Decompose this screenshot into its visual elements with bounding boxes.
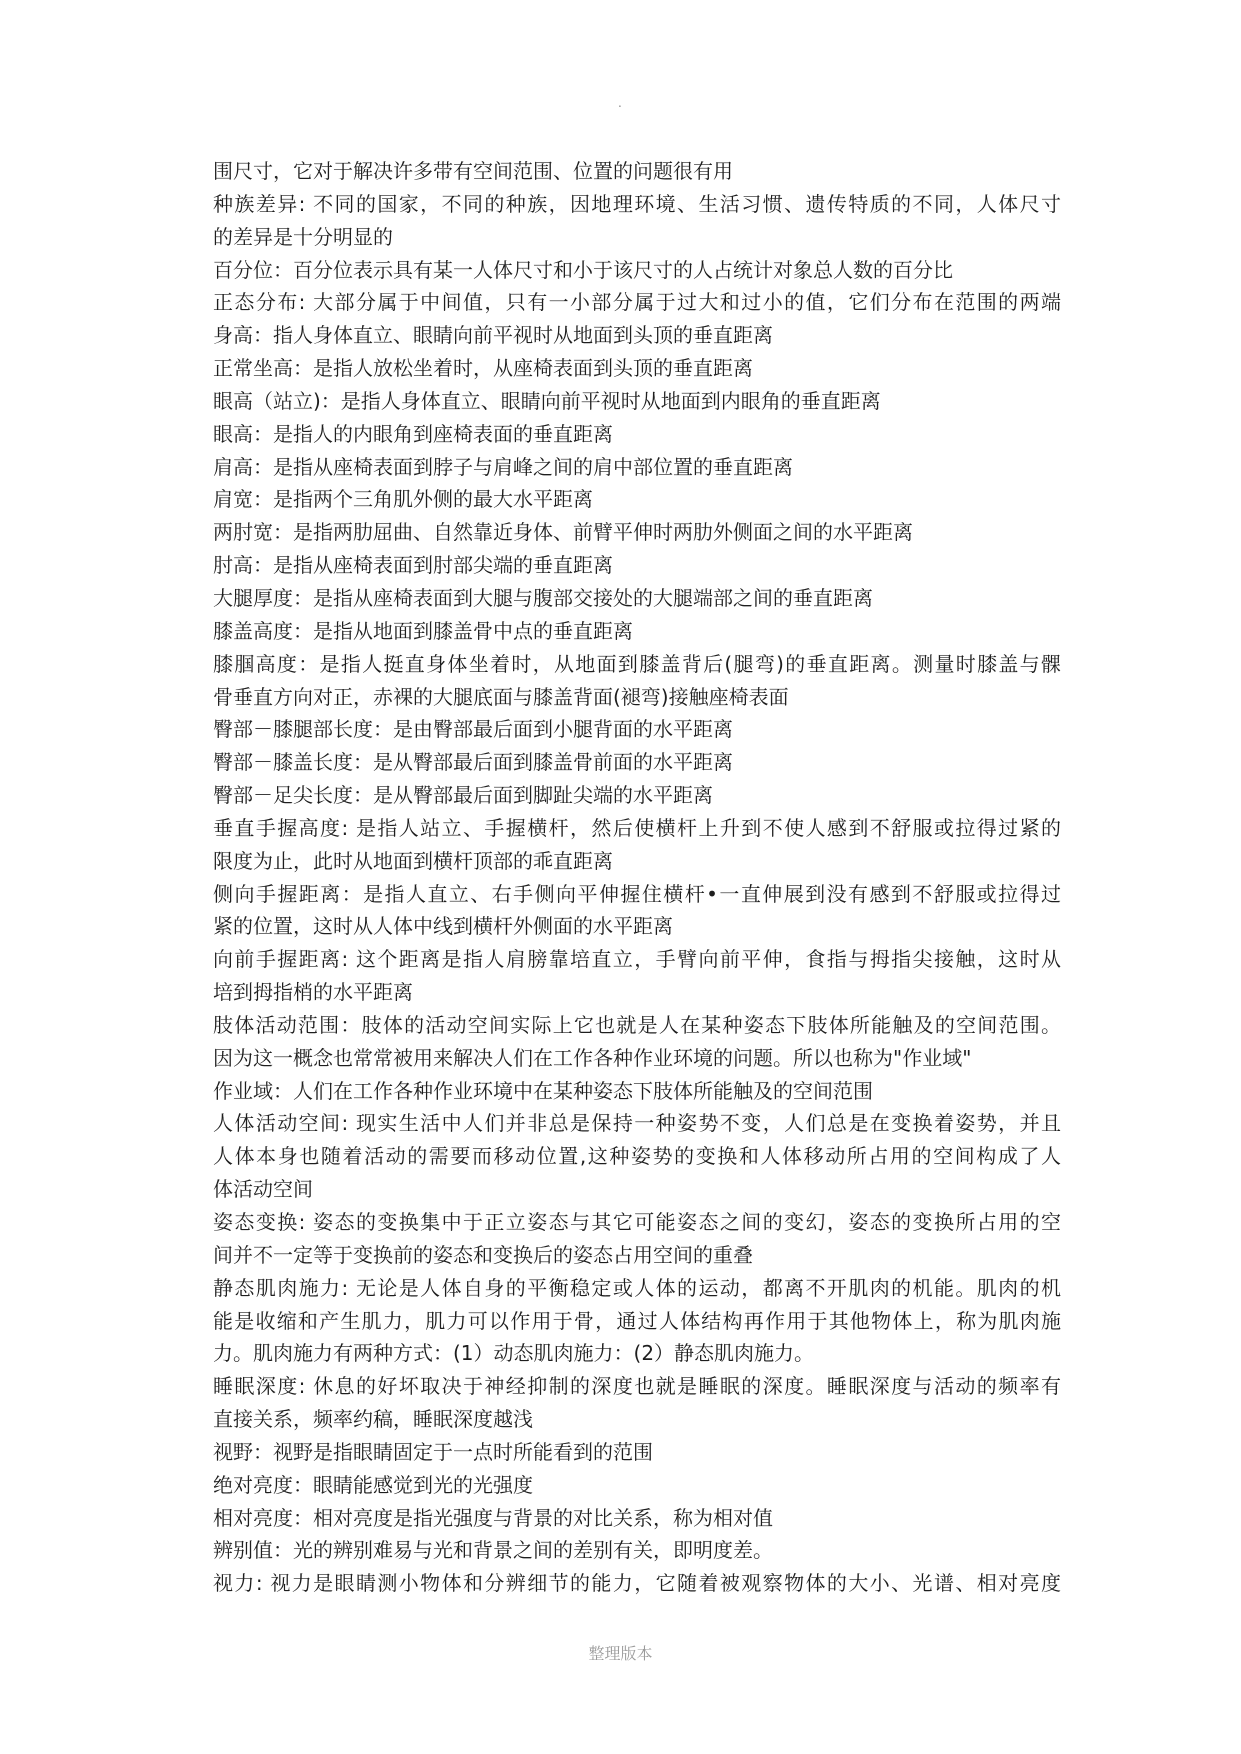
document-body xyxy=(213,155,1061,1600)
text-line: 限度为止，此时从地面到横杆顶部的乖直距离 xyxy=(213,848,613,873)
text-line: 力。肌肉施力有两种方式：(1）动态肌肉施力：(2）静态肌肉施力。 xyxy=(213,1341,815,1366)
text-line: 的差异是十分明显的 xyxy=(213,224,393,249)
text-line: 静态肌肉施力: 无论是人体自身的平衡稳定或人体的运动，都离不开肌肉的机能。肌肉的机 xyxy=(213,1275,1061,1300)
text-line: 直接关系，频率约稿，睡眠深度越浅 xyxy=(213,1407,533,1432)
text-line: 因为这一概念也常常被用来解决人们在工作各种作业环境的问题。所以也称为"作业域" xyxy=(213,1045,972,1070)
text-line: 肩宽：是指两个三角肌外侧的最大水平距离 xyxy=(213,487,593,512)
text-line: 围尺寸，它对于解决许多带有空间范围、位置的问题很有用 xyxy=(213,159,733,183)
text-line: 紧的位置，这时从人体中线到横杆外侧面的水平距离 xyxy=(213,914,673,939)
header-dot: . xyxy=(618,96,622,110)
text-line: 大腿厚度：是指从座椅表面到大腿与腹部交接处的大腿端部之间的垂直距离 xyxy=(213,585,873,610)
text-line: 臀部－膝腿部长度：是由臀部最后面到小腿背面的水平距离 xyxy=(213,717,733,742)
page-footer: 整理版本 xyxy=(588,1644,653,1663)
text-line: 两肘宽：是指两肋屈曲、自然靠近身体、前臂平伸时两肋外侧面之间的水平距离 xyxy=(213,520,913,545)
text-line: 侧向手握距离：是指人直立、右手侧向平伸握住横杆•一直伸展到没有感到不舒服或拉得过 xyxy=(213,881,1061,906)
text-line: 眼高（站立)：是指人身体直立、眼睛向前平视时从地面到内眼角的垂直距离 xyxy=(213,388,881,413)
text-line: 膝盖高度：是指从地面到膝盖骨中点的垂直距离 xyxy=(213,618,633,643)
text-line: 种族差异: 不同的国家，不同的种族，因地理环境、生活习惯、遗传特质的不同，人体尺寸 xyxy=(213,191,1061,216)
text-line: 臀部－足尖长度：是从臀部最后面到脚趾尖端的水平距离 xyxy=(213,783,713,808)
text-line: 肘高：是指从座椅表面到肘部尖端的垂直距离 xyxy=(213,553,613,578)
text-line: 百分位：百分位表示具有某一人体尺寸和小于该尺寸的人占统计对象总人数的百分比 xyxy=(213,257,953,282)
text-line: 辨别值：光的辨别难易与光和背景之间的差别有关，即明度差。 xyxy=(213,1538,773,1563)
text-line: 向前手握距离: 这个距离是指人肩膀靠培直立，手臂向前平伸，食指与拇指尖接触，这时从 xyxy=(213,947,1061,972)
text-line: 作业域：人们在工作各种作业环境中在某种姿态下肢体所能触及的空间范围 xyxy=(213,1078,873,1103)
text-line: 绝对亮度：眼睛能感觉到光的光强度 xyxy=(213,1472,533,1497)
text-line: 正态分布: 大部分属于中间值，只有一小部分属于过大和过小的值，它们分布在范围的两端 xyxy=(213,290,1061,315)
text-line: 人体本身也随着活动的需要而移动位置,这种姿势的变换和人体移动所占用的空间构成了人 xyxy=(213,1144,1061,1169)
text-line: 身高：指人身体直立、眼睛向前平视时从地面到头顶的垂直距离 xyxy=(213,323,773,348)
text-line: 视力: 视力是眼睛测小物体和分辨细节的能力，它随着被观察物体的大小、光谱、相对亮度 xyxy=(213,1571,1061,1596)
text-line: 体活动空间 xyxy=(213,1177,313,1202)
text-line: 肩高：是指从座椅表面到脖子与肩峰之间的肩中部位置的垂直距离 xyxy=(213,454,793,479)
text-line: 姿态变换: 姿态的变换集中于正立姿态与其它可能姿态之间的变幻，姿态的变换所占用的空 xyxy=(213,1210,1061,1234)
text-line: 能是收缩和产生肌力，肌力可以作用于骨，通过人体结构再作用于其他物体上，称为肌肉施 xyxy=(213,1308,1061,1333)
text-line: 骨垂直方向对正，赤裸的大腿底面与膝盖背面(褪弯)接触座椅表面 xyxy=(213,684,789,709)
text-line: 间并不一定等于变换前的姿态和变换后的姿态占用空间的重叠 xyxy=(213,1242,753,1267)
text-line: 人体活动空间: 现实生活中人们并非总是保持一种姿势不变，人们总是在变换着姿势，并且 xyxy=(213,1111,1061,1136)
text-line: 正常坐高：是指人放松坐着时，从座椅表面到头顶的垂直距离 xyxy=(213,356,753,381)
text-line: 垂直手握高度: 是指人站立、手握横杆，然后使横杆上升到不使人感到不舒服或拉得过紧的 xyxy=(213,815,1061,840)
text-line: 膝腘高度：是指人挺直身体坐着时，从地面到膝盖背后(腿弯)的垂直距离。测量时膝盖与髁 xyxy=(213,651,1061,676)
text-line: 眼高：是指人的内眼角到座椅表面的垂直距离 xyxy=(213,421,613,446)
text-line: 肢体活动范围：肢体的活动空间实际上它也就是人在某种姿态下肢体所能触及的空间范围。 xyxy=(213,1012,1061,1037)
text-line: 臀部－膝盖长度：是从臀部最后面到膝盖骨前面的水平距离 xyxy=(213,750,733,775)
text-line: 视野：视野是指眼睛固定于一点时所能看到的范围 xyxy=(213,1439,653,1464)
text-line: 睡眠深度: 休息的好坏取决于神经抑制的深度也就是睡眠的深度。睡眠深度与活动的频率有 xyxy=(213,1374,1061,1399)
text-line: 相对亮度：相对亮度是指光强度与背景的对比关系，称为相对值 xyxy=(213,1505,773,1530)
text-line: 培到拇指梢的水平距离 xyxy=(213,980,413,1005)
